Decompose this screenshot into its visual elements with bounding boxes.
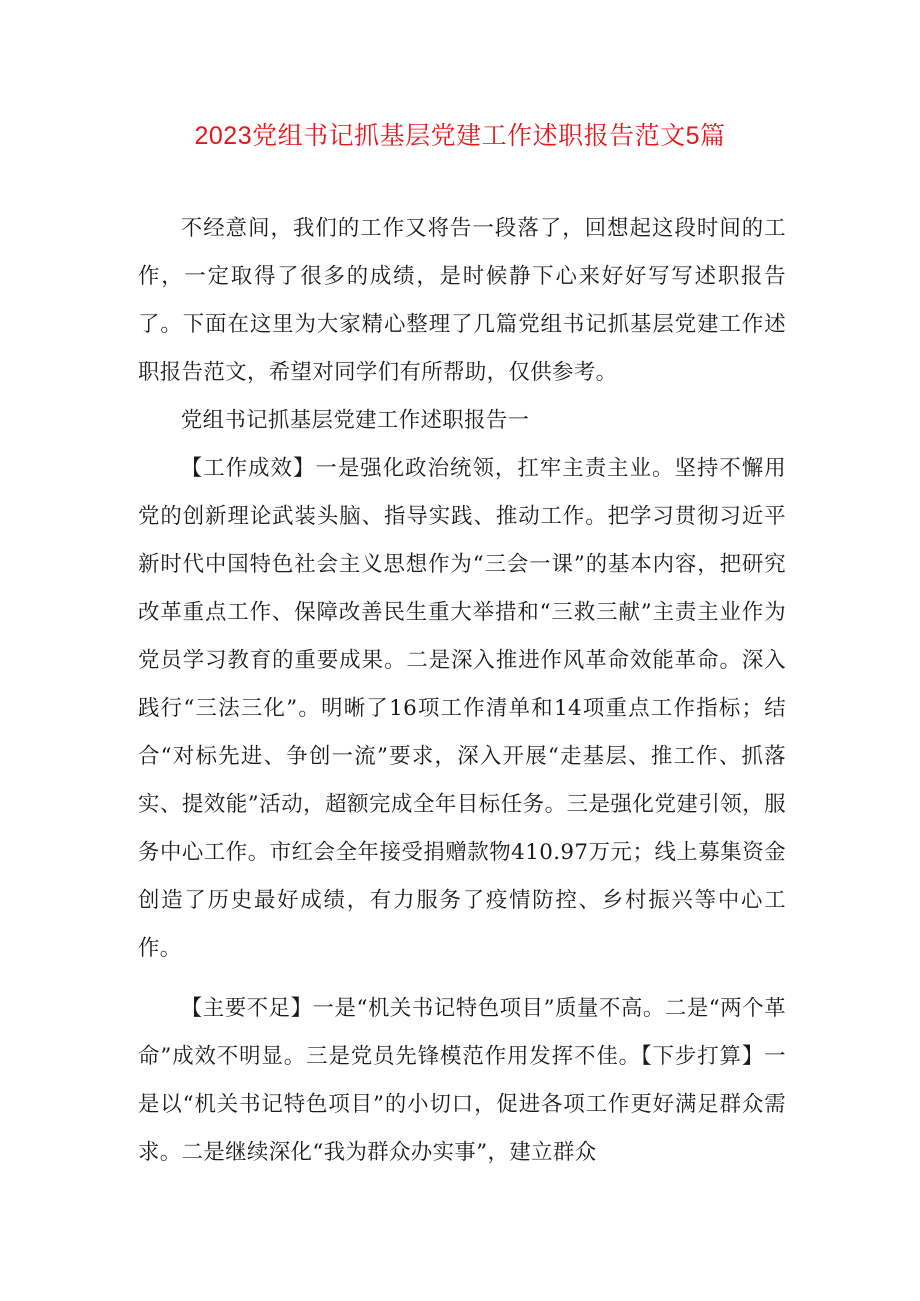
- document-body: [138, 205, 786, 1177]
- paragraph-gap: [138, 973, 786, 985]
- section-heading: 党组书记抓基层党建工作述职报告一: [180, 408, 530, 433]
- shortcomings-paragraph: 【主要不足】一是“机关书记特色项目”质量不高。二是“两个革命”成效不明显。三是党员先锋模范作用发挥不佳。【下步打算】一是以“机关书记特色项目”的小切口，促进各项工作更好满足群众需求。二是继续深化“我为群众办实事”，建立群众: [138, 996, 786, 1165]
- achievements-paragraph: 【工作成效】一是强化政治统领，扛牢主责主业。坚持不懈用党的创新理论武装头脑、指导实践、推动工作。把学习贯彻习近平新时代中国特色社会主义思想作为“三会一课”的基本内容，把研究改革重点工作、保障改善民生重大举措和“三救三献”主责主业作为党员学习教育的重要成果。二是深入推进作风革命效能革命。深入践行“三法三化”。明晰了16项工作清单和14项重点工作指标；结合“对标先进、争创一流”要求，深入开展“走基层、推工作、抓落实、提效能”活动，超额完成全年目标任务。三是强化党建引领，服务中心工作。市红会全年接受捐赠款物410.97万元；线上募集资金创造了历史最好成绩，有力服务了疫情防控、乡村振兴等中心工作。: [138, 456, 786, 961]
- document-title: 2023党组书记抓基层党建工作述职报告范文5篇: [194, 122, 726, 150]
- intro-paragraph: 不经意间，我们的工作又将告一段落了，回想起这段时间的工作，一定取得了很多的成绩，是时候静下心来好好写写述职报告了。下面在这里为大家精心整理了几篇党组书记抓基层党建工作述职报告范文，希望对同学们有所帮助，仅供参考。: [138, 216, 786, 385]
